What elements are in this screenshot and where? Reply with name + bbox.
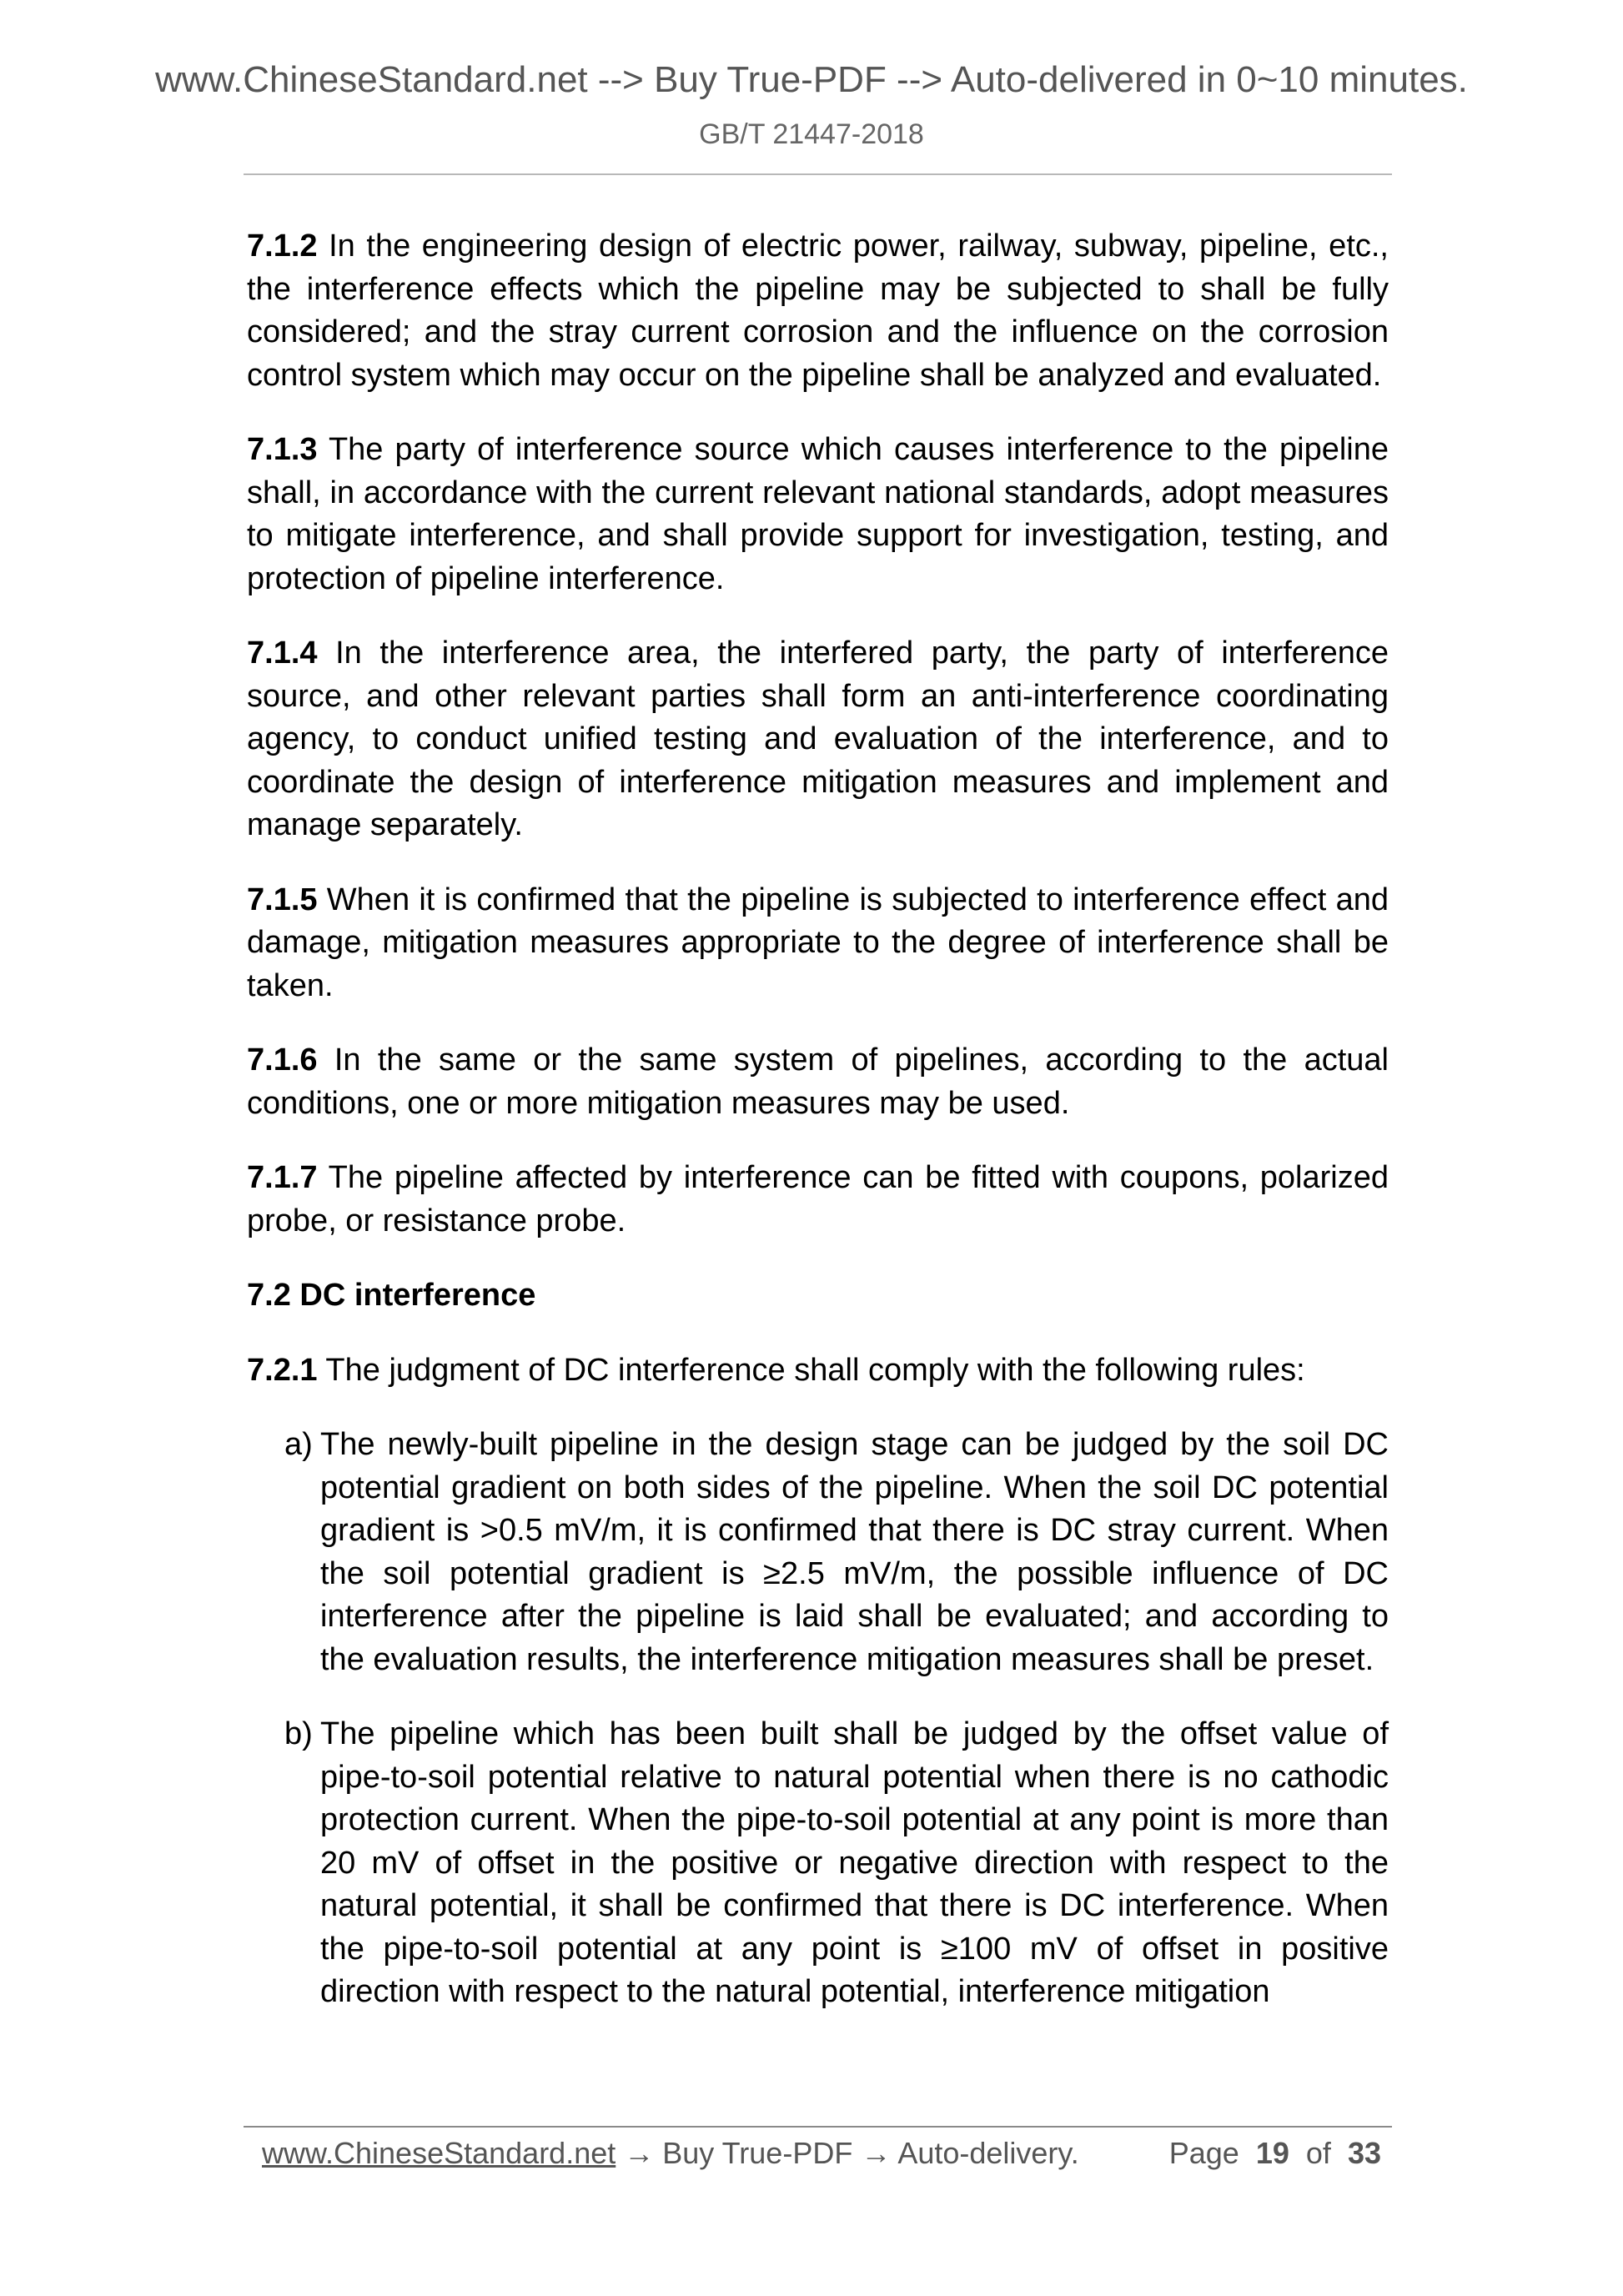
page-indicator [1169,2135,1381,2172]
header-divider [244,173,1392,175]
total-pages: 33 [1347,2136,1381,2170]
clause-7-1-6 [247,1039,1389,1125]
list-item-a [247,1424,1389,1681]
document-body [247,225,1389,2046]
header-banner: www.ChineseStandard.net --> Buy True-PDF --> Auto-delivered in 0~10 minutes. [155,59,1468,100]
clause-number: 7.1.3 [247,432,318,467]
clause-text: In the engineering design of electric power, railway, subway, pipeline, etc., the interference effects which the pipeline may be subjected to shall be fully considered; and the stray current corrosion and the influence on the corrosion control system which may occur on the pipeline shall be analyzed and evaluated. [247,229,1389,393]
clause-7-1-2 [247,225,1389,397]
clause-7-1-3 [247,429,1389,600]
clause-number: 7.2.1 [247,1352,318,1388]
clause-7-1-4 [247,632,1389,847]
list-item-text: The newly-built pipeline in the design stage can be judged by the soil DC potential gradient on both sides of the pipeline. When the soil DC potential gradient is >0.5 mV/m, it is confirmed that there is DC stray current. When the soil potential gradient is ≥2.5 mV/m, the possible influence of DC interference after the pipeline is laid shall be evaluated; and according to the evaluation results, the interference mitigation measures shall be preset. [320,1427,1389,1677]
clause-text: In the interference area, the interfered party, the party of interference source, and other relevant parties shall form an anti-interference coordinating agency, to conduct unified testing and evaluation of the interference, and to coordinate the design of interference mitigation measures and implement and manage separately. [247,636,1389,842]
clause-7-2-1 [247,1349,1389,1393]
clause-7-1-7 [247,1157,1389,1243]
clause-number: 7.1.6 [247,1042,318,1078]
footer-divider [244,2126,1392,2128]
clause-7-1-5 [247,879,1389,1008]
page-label: Page [1168,2136,1239,2170]
clause-text: The party of interference source which causes interference to the pipeline shall, in accordance with the current relevant national standards, adopt measures to mitigate interference, and shall provide support for investigation, testing, and protection of pipeline interference. [247,432,1389,596]
list-item-text: The pipeline which has been built shall be judged by the offset value of pipe-to-soil potential relative to natural potential when there is no cathodic protection current. When the pipe-to-soil potential at any point is more than 20 mV of offset in the positive or negative direction with respect to the natural potential, it shall be confirmed that there is DC interference. When the pipe-to-soil potential at any point is ≥100 mV of offset in positive direction with respect to the natural potential, interference mitigation [320,1716,1389,2009]
footer-text: → Buy True-PDF → Auto-delivery. [616,2136,1079,2170]
clause-text: The judgment of DC interference shall comply with the following rules: [317,1352,1305,1388]
clause-number: 7.1.4 [247,636,318,671]
clause-text: The pipeline affected by interference can be fitted with coupons, polarized probe, or resistance probe. [247,1160,1389,1238]
footer-link[interactable]: www.ChineseStandard.net [262,2136,616,2170]
footer-left [262,2135,1079,2172]
clause-text: In the same or the same system of pipelines, according to the actual conditions, one or more mitigation measures may be used. [247,1042,1389,1121]
section-heading: 7.2 DC interference [247,1278,536,1313]
page-number: 19 [1255,2136,1289,2170]
list-marker: a) [284,1427,313,1462]
clause-number: 7.1.2 [247,229,318,264]
clause-text: When it is confirmed that the pipeline is subjected to interference effect and damage, mitigation measures appropriate to the degree of interference shall be taken. [247,882,1389,1003]
list-marker: b) [284,1716,313,1751]
clause-number: 7.1.5 [247,882,318,917]
clause-number: 7.1.7 [247,1160,318,1195]
standard-code: GB/T 21447-2018 [699,118,924,150]
list-item-b [247,1713,1389,2014]
of-label: of [1305,2136,1331,2170]
